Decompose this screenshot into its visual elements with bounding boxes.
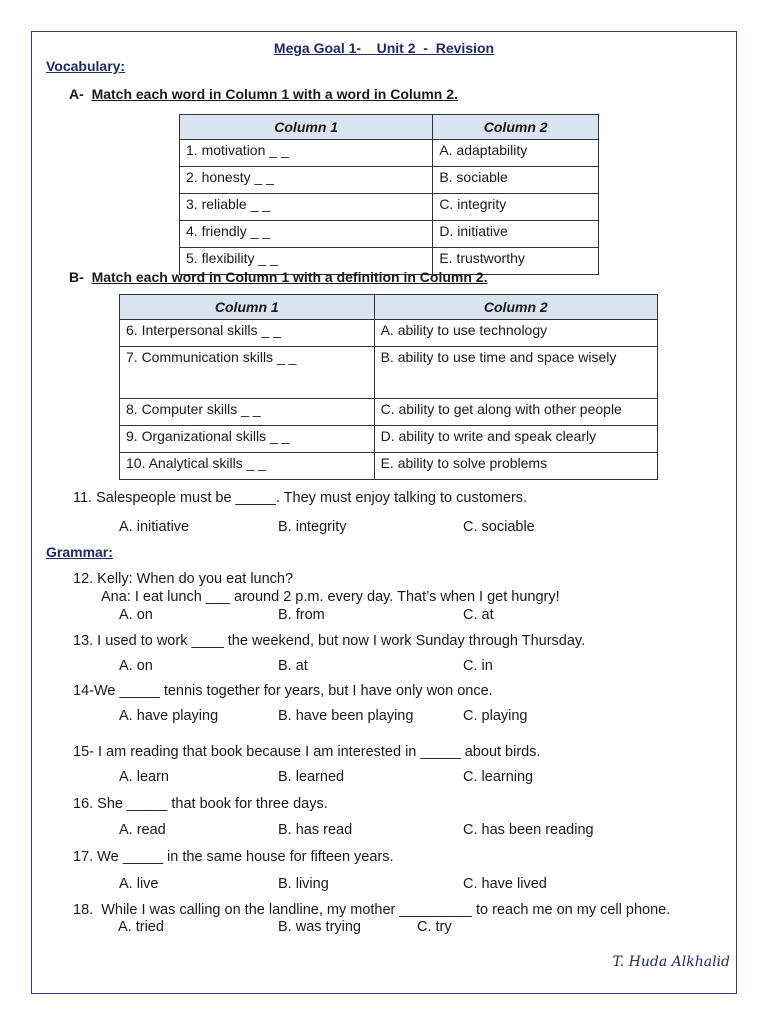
answer-option[interactable]: B. living (278, 876, 329, 892)
answer-option[interactable]: C. try (417, 919, 452, 935)
table-cell: A. adaptability (433, 140, 599, 167)
answer-option[interactable]: A. have playing (119, 708, 219, 724)
table-cell: B. ability to use time and space wisely (374, 347, 657, 399)
table-cell: 4. friendly _ _ (180, 221, 433, 248)
table-cell: 2. honesty _ _ (180, 167, 433, 194)
answer-option[interactable]: B. has read (278, 822, 353, 838)
table-cell: 3. reliable _ _ (180, 194, 433, 221)
table-cell: D. ability to write and speak clearly (374, 426, 657, 453)
table-cell: E. ability to solve problems (374, 453, 657, 480)
question-18: 18. While I was calling on the landline, my mother _________ to reach me on my cell phone. (73, 902, 671, 918)
column-header: Column 1 (120, 295, 375, 320)
answer-option[interactable]: C. at (463, 607, 494, 623)
table-cell: C. integrity (433, 194, 599, 221)
answer-option[interactable]: A. on (119, 607, 153, 623)
answer-option[interactable]: A. live (119, 876, 159, 892)
answer-option[interactable]: B. have been playing (278, 708, 414, 724)
question-17: 17. We _____ in the same house for fifteen years. (73, 849, 394, 865)
answer-option[interactable]: B. learned (278, 769, 345, 785)
table-row (120, 320, 658, 347)
question-12: 12. Kelly: When do you eat lunch? (73, 571, 294, 587)
table-cell: 1. motivation _ _ (180, 140, 433, 167)
question-13: 13. I used to work ____ the weekend, but now I work Sunday through Thursday. (73, 633, 586, 649)
answer-option[interactable]: C. sociable (463, 519, 535, 535)
column-header: Column 1 (180, 115, 433, 140)
question-15: 15- I am reading that book because I am interested in _____ about birds. (73, 744, 541, 760)
answer-option[interactable]: C. in (463, 658, 493, 674)
table-header-row (120, 295, 658, 320)
table-header-row (180, 115, 599, 140)
vocab-table-a (179, 114, 599, 275)
table-cell: 5. flexibility _ _ (180, 248, 433, 275)
part-a-instruction: A- Match each word in Column 1 with a word in Column 2. (69, 86, 458, 102)
page-title: Mega Goal 1- Unit 2 - Revision (273, 40, 495, 56)
question-16: 16. She _____ that book for three days. (73, 796, 328, 812)
answer-option[interactable]: C. learning (463, 769, 534, 785)
question-14: 14-We _____ tennis together for years, but I have only won once. (73, 683, 493, 699)
table-cell: D. initiative (433, 221, 599, 248)
answer-option[interactable]: C. playing (463, 708, 528, 724)
vocab-table-b (119, 294, 658, 480)
question-12-line-2: Ana: I eat lunch ___ around 2 p.m. every day. That’s when I get hungry! (101, 589, 560, 605)
table-row (120, 453, 658, 480)
table-row (120, 347, 658, 399)
table-cell: B. sociable (433, 167, 599, 194)
table-row (180, 140, 599, 167)
table-cell: 10. Analytical skills _ _ (120, 453, 375, 480)
answer-option[interactable]: A. read (119, 822, 166, 838)
vocabulary-heading: Vocabulary: (46, 58, 126, 74)
answer-option[interactable]: A. tried (118, 919, 164, 935)
table-cell: 7. Communication skills _ _ (120, 347, 375, 399)
table-cell: E. trustworthy (433, 248, 599, 275)
table-row (180, 167, 599, 194)
table-row (180, 221, 599, 248)
table-cell: 6. Interpersonal skills _ _ (120, 320, 375, 347)
part-b-instruction: B- Match each word in Column 1 with a definition in Column 2. (69, 269, 488, 285)
answer-option[interactable]: B. was trying (278, 919, 361, 935)
table-row (120, 426, 658, 453)
answer-option[interactable]: C. have lived (463, 876, 547, 892)
question-11: 11. Salespeople must be _____. They must enjoy talking to customers. (73, 490, 528, 506)
table-cell: 9. Organizational skills _ _ (120, 426, 375, 453)
table-cell: 8. Computer skills _ _ (120, 399, 375, 426)
answer-option[interactable]: A. initiative (119, 519, 190, 535)
answer-option[interactable]: A. on (119, 658, 153, 674)
table-row (120, 399, 658, 426)
answer-option[interactable]: C. has been reading (463, 822, 594, 838)
grammar-heading: Grammar: (46, 544, 113, 560)
answer-option[interactable]: B. at (278, 658, 308, 674)
answer-option[interactable]: B. from (278, 607, 325, 623)
column-header: Column 2 (433, 115, 599, 140)
table-row (180, 194, 599, 221)
teacher-signature: T. Huda Alkhalid (612, 954, 730, 970)
table-cell: C. ability to get along with other people (374, 399, 657, 426)
answer-option[interactable]: A. learn (119, 769, 169, 785)
answer-option[interactable]: B. integrity (278, 519, 347, 535)
table-cell: A. ability to use technology (374, 320, 657, 347)
column-header: Column 2 (374, 295, 657, 320)
